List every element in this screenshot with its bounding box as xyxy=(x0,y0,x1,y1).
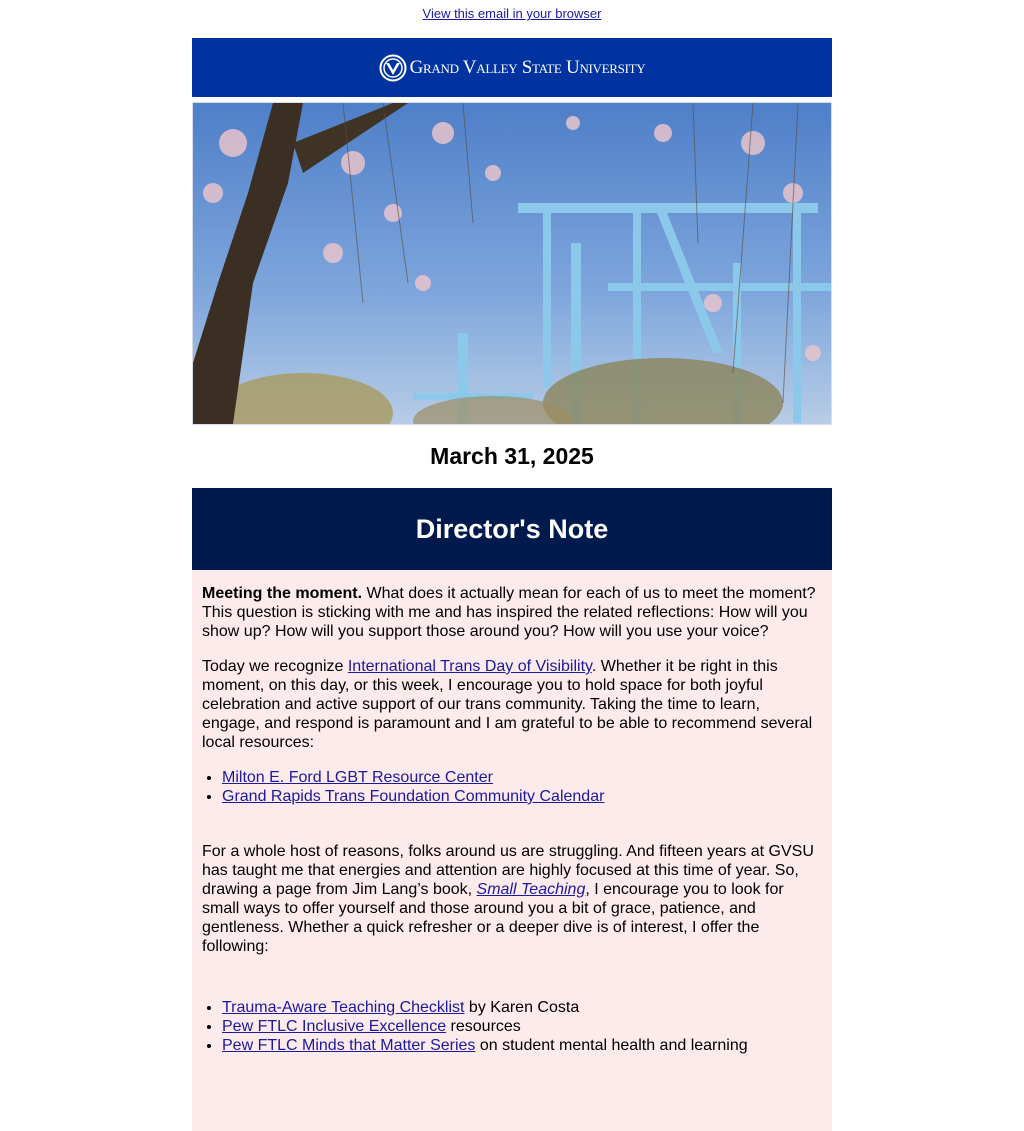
header-bar xyxy=(192,38,832,97)
minds-that-matter-link[interactable]: Pew FTLC Minds that Matter Series xyxy=(222,1037,476,1054)
preheader xyxy=(0,0,1024,38)
view-in-browser-link[interactable]: View this email in your browser xyxy=(422,6,602,21)
list-item: • Pew FTLC Minds that Matter Series on student mental health and learning xyxy=(222,1036,822,1055)
paragraph-meeting-moment: Meeting the moment. What does it actually mean for each of us to meet the moment? This question is sticking with me and has inspired the related reflections: How will you show up? How will you support those around you? How will you use your voice? xyxy=(202,585,816,640)
email-container xyxy=(192,38,832,1131)
list-item xyxy=(222,768,822,787)
lead-in: Meeting the moment. xyxy=(202,585,363,602)
gvsu-shield-icon xyxy=(379,54,407,82)
list-item xyxy=(222,787,822,806)
hero-image xyxy=(192,102,832,425)
list-item: • Pew FTLC Inclusive Excellence resources xyxy=(222,1017,822,1036)
issue-date: March 31, 2025 xyxy=(430,443,594,469)
trauma-aware-checklist-link[interactable]: Trauma-Aware Teaching Checklist xyxy=(222,999,465,1016)
local-resources-list xyxy=(202,768,822,806)
trans-foundation-calendar-link[interactable]: Grand Rapids Trans Foundation Community Calendar xyxy=(222,788,605,805)
paragraph-trans-visibility: Today we recognize International Trans Day of Visibility. Whether it be right in this moment, on this day, or this week, I encourage you to hold space for both joyful celebration and active support of our trans community. Taking the time to learn, engage, and respond is paramount and I am grateful to be able to recommend several local resources: xyxy=(202,658,813,751)
teaching-resources-list xyxy=(202,998,822,1055)
section-title: Director's Note xyxy=(192,488,832,570)
inclusive-excellence-link[interactable]: Pew FTLC Inclusive Excellence xyxy=(222,1018,447,1035)
logo-wordmark: Grand Valley State University xyxy=(409,56,646,78)
hero-photo xyxy=(193,103,832,424)
small-teaching-link[interactable]: Small Teaching xyxy=(476,881,586,898)
list-item: • Trauma-Aware Teaching Checklist by Karen Costa xyxy=(222,998,822,1017)
gvsu-logo[interactable] xyxy=(379,54,646,82)
directors-note-body xyxy=(192,570,832,1131)
lgbt-resource-center-link[interactable]: Milton E. Ford LGBT Resource Center xyxy=(222,769,493,786)
paragraph-small-teaching: For a whole host of reasons, folks around us are struggling. And fifteen years at GVSU has taught me that energies and attention are highly focused at this time of year. So, drawing a page from Jim Lang’s book, Small Teaching, I encourage you to look for small ways to offer yourself and those around you a bit of grace, patience, and gentleness. Whether a quick refresher or a deeper dive is of interest, I offer the following: xyxy=(202,843,814,955)
trans-day-visibility-link[interactable]: International Trans Day of Visibility xyxy=(347,658,592,675)
